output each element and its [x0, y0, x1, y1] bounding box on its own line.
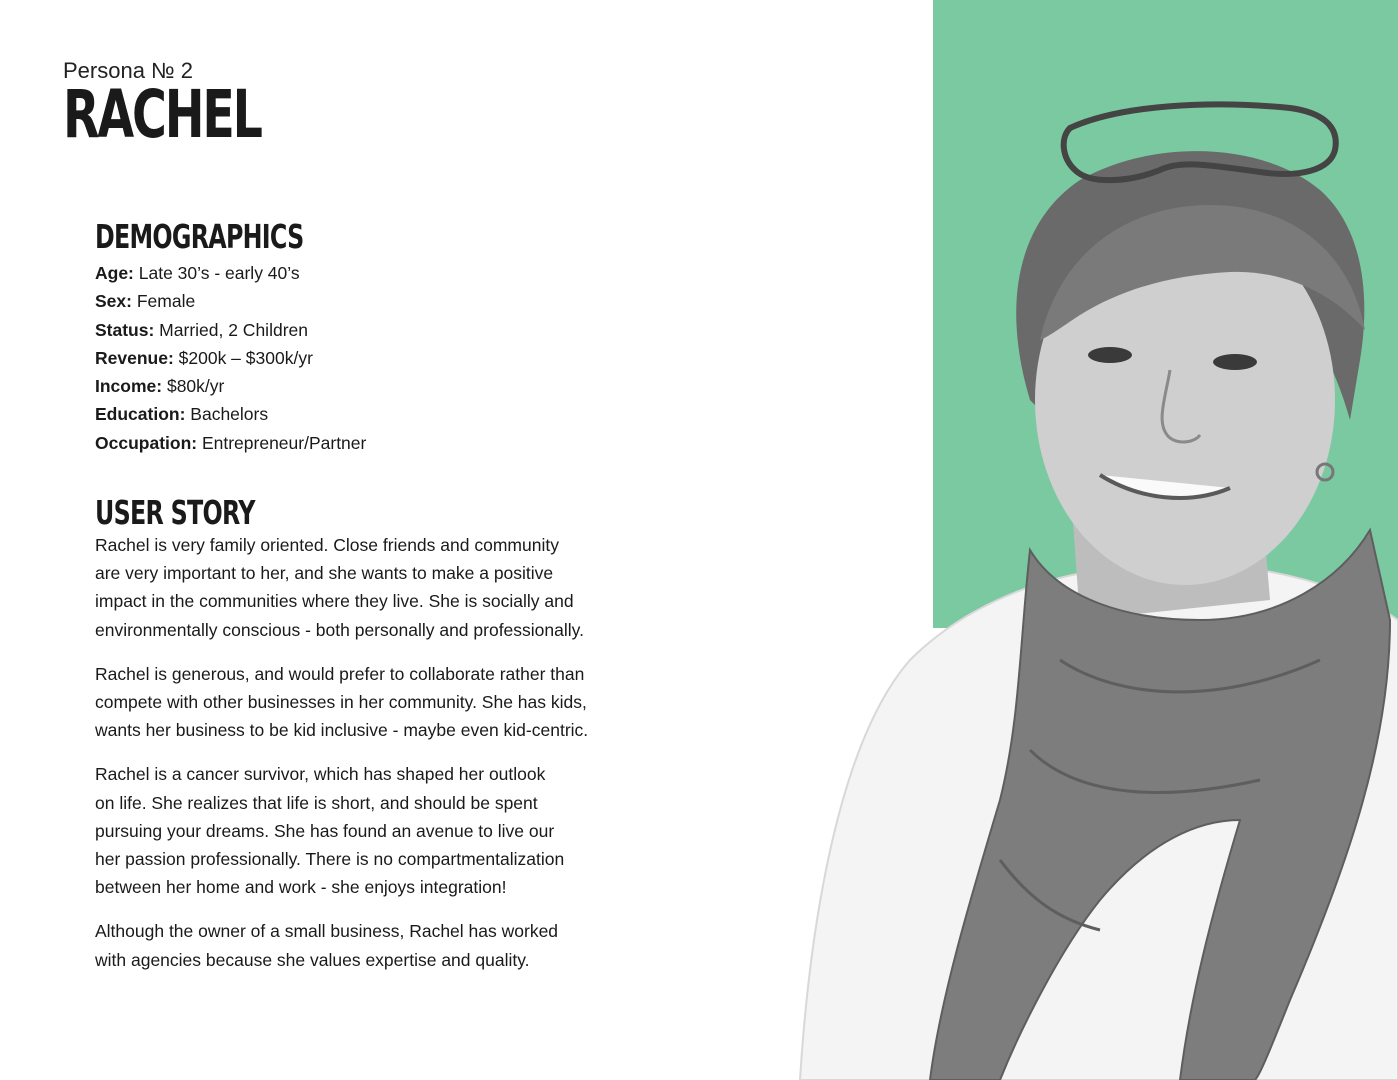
demographic-income [95, 372, 366, 400]
user-story-paragraph: Rachel is very family oriented. Close friends and community are very important to her, and she wants to make a positive impact in the communities where they live. She is socially and environmentally conscious - both personally and professionally. [95, 535, 584, 640]
demographic-label: Age: [95, 263, 134, 283]
demographic-education [95, 400, 366, 428]
demographics-heading: DEMOGRAPHICS [95, 217, 304, 256]
user-story-paragraph: Although the owner of a small business, Rachel has worked with agencies because she values expertise and quality. [95, 921, 559, 970]
persona-name: RACHEL [63, 76, 261, 153]
persona-number: Persona № 2 [63, 58, 194, 83]
demographic-value: $200k – $300k/yr [173, 347, 313, 368]
demographic-value: $80k/yr [162, 376, 225, 397]
demographic-label: Status: [95, 319, 155, 340]
demographic-value: Female [131, 291, 196, 312]
demographic-occupation [95, 429, 366, 457]
demographic-value: Bachelors [185, 404, 269, 425]
demographic-sex [95, 287, 366, 315]
demographic-label: Revenue: [95, 347, 174, 368]
demographic-value: Late 30’s - early 40’s [133, 263, 300, 283]
persona-portrait-photo [700, 100, 1398, 1080]
demographic-age [95, 259, 366, 287]
demographic-label: Occupation: [95, 432, 198, 453]
demographics-list [95, 259, 366, 457]
user-story-heading: USER STORY [95, 493, 255, 532]
demographic-value: Married, 2 Children [154, 319, 308, 340]
demographic-revenue [95, 344, 366, 372]
demographic-value: Entrepreneur/Partner [197, 432, 367, 453]
user-story-body [95, 531, 635, 990]
demographic-status [95, 316, 366, 344]
user-story-paragraph: Rachel is generous, and would prefer to collaborate rather than compete with other businesses in her community. She has kids, wants her business to be kid inclusive - maybe even kid-centric. [95, 663, 589, 741]
demographic-label: Income: [95, 376, 163, 397]
user-story-paragraph: Rachel is a cancer survivor, which has shaped her outlook on life. She realizes that life is short, and should be spent pursuing your dreams. She has found an avenue to live our her passion professionally. There is no compartmentalization between her home and work - she enjoys integration! [95, 764, 565, 898]
demographic-label: Education: [95, 404, 186, 425]
demographic-label: Sex: [95, 291, 132, 312]
